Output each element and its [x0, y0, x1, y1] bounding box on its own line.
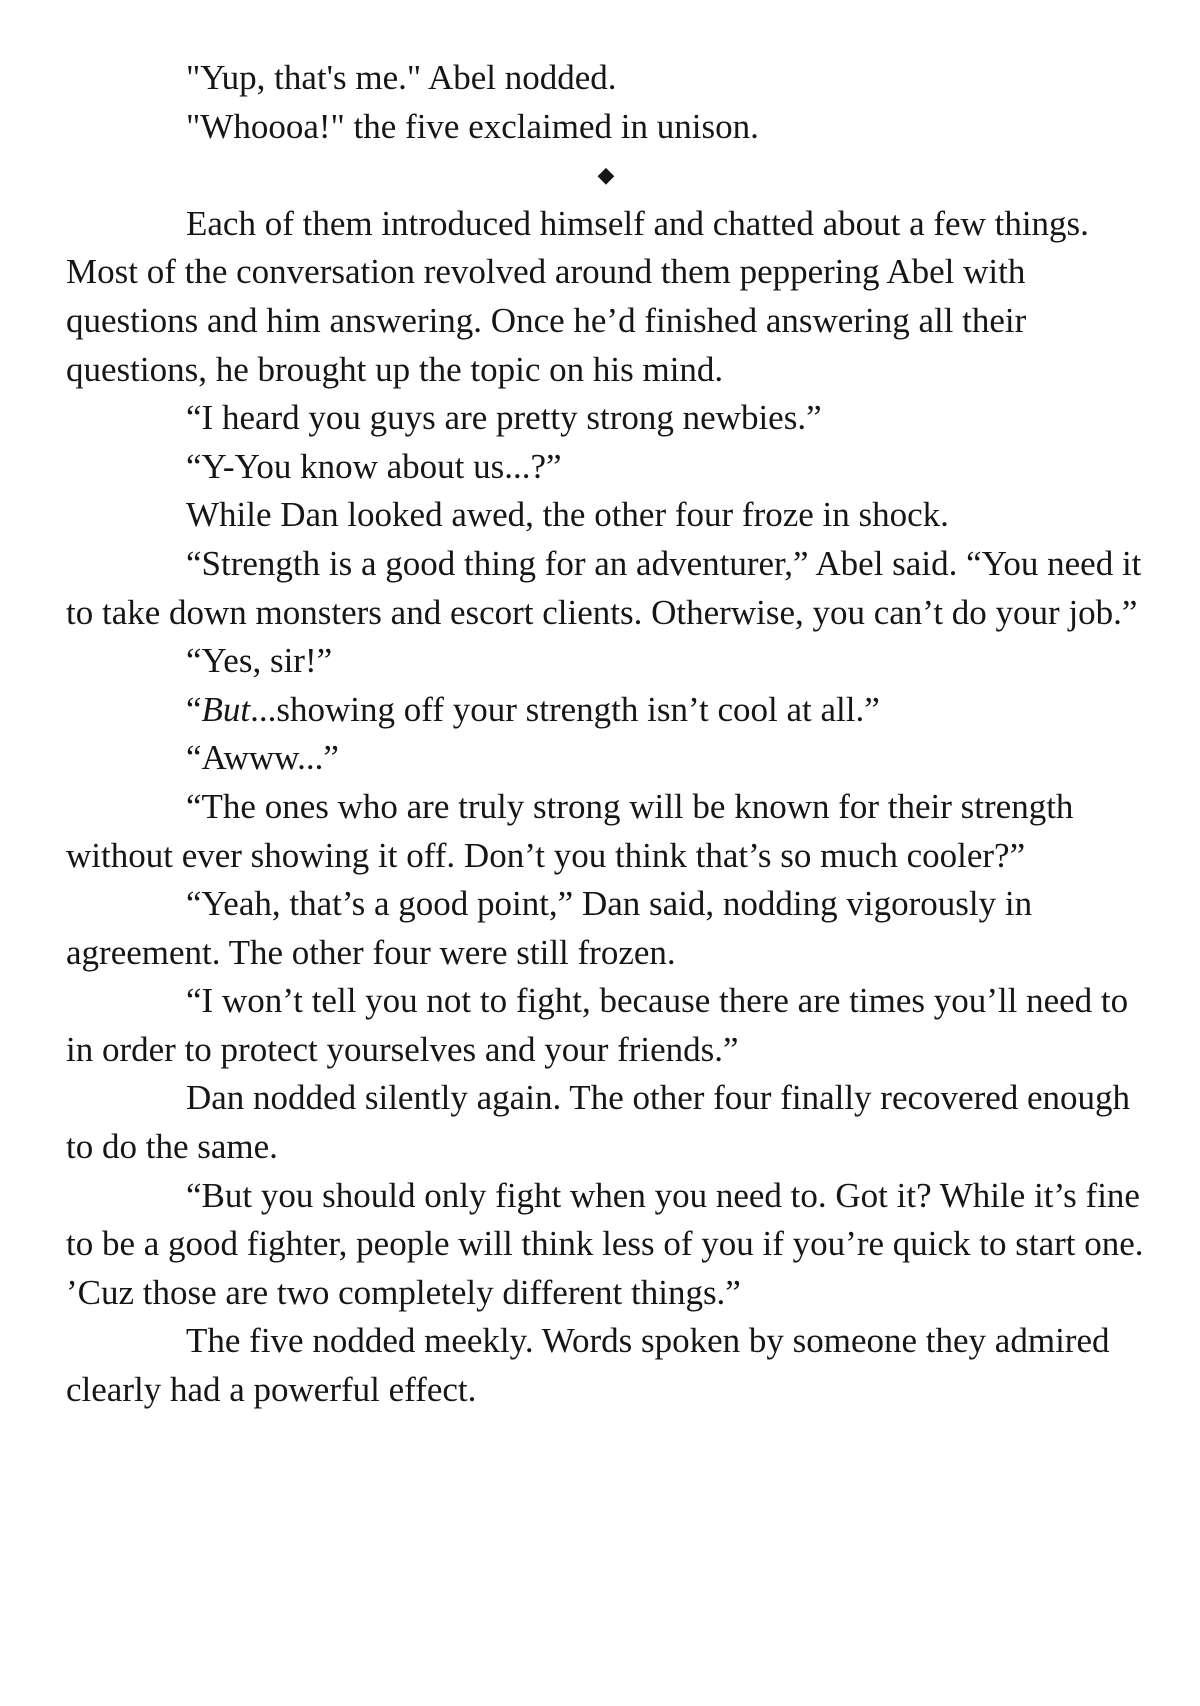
- paragraph: “Yeah, that’s a good point,” Dan said, nodding vigorously in agreement. The other four were still frozen.: [66, 884, 1033, 972]
- paragraph: “Yes, sir!”: [186, 641, 333, 681]
- book-page: [66, 54, 1146, 1415]
- paragraph: While Dan looked awed, the other four froze in shock.: [186, 495, 949, 535]
- paragraph-with-emphasis: [66, 686, 1146, 735]
- scene-break-diamond: ◆: [597, 162, 615, 188]
- paragraph: “But you should only fight when you need to. Got it? While it’s fine to be a good fighter, people will think less of you if you’re quick to start one. ’Cuz those are two completely different things.”: [66, 1175, 1144, 1312]
- paragraph: Each of them introduced himself and chatted about a few things. Most of the conversation revolved around them peppering Abel with questions and him answering. Once he’d finished answering all their questions, he brought up the topic on his mind.: [66, 203, 1089, 389]
- paragraph: "Yup, that's me." Abel nodded.: [186, 58, 617, 97]
- paragraph: The five nodded meekly. Words spoken by someone they admired clearly had a powerful effect.: [66, 1321, 1110, 1410]
- paragraph: “The ones who are truly strong will be known for their strength without ever showing it off. Don’t you think that’s so much cooler?”: [66, 786, 1074, 875]
- emphasized-word: But: [201, 689, 251, 729]
- open-quote: “: [186, 689, 202, 729]
- paragraph: Dan nodded silently again. The other four finally recovered enough to do the same.: [66, 1078, 1131, 1167]
- paragraph: “I won’t tell you not to fight, because there are times you’ll need to in order to protect yourselves and your friends.”: [66, 981, 1129, 1069]
- paragraph: “Y-You know about us...?”: [186, 446, 562, 486]
- paragraph: “Awww...”: [186, 738, 339, 778]
- paragraph: “I heard you guys are pretty strong newbies.”: [186, 398, 822, 438]
- paragraph: “Strength is a good thing for an adventurer,” Abel said. “You need it to take down monsters and escort clients. Otherwise, you can’t do your job.”: [66, 543, 1142, 632]
- paragraph-rest: ...showing off your strength isn’t cool at all.”: [250, 689, 880, 729]
- paragraph: "Whoooa!" the five exclaimed in unison.: [186, 106, 759, 146]
